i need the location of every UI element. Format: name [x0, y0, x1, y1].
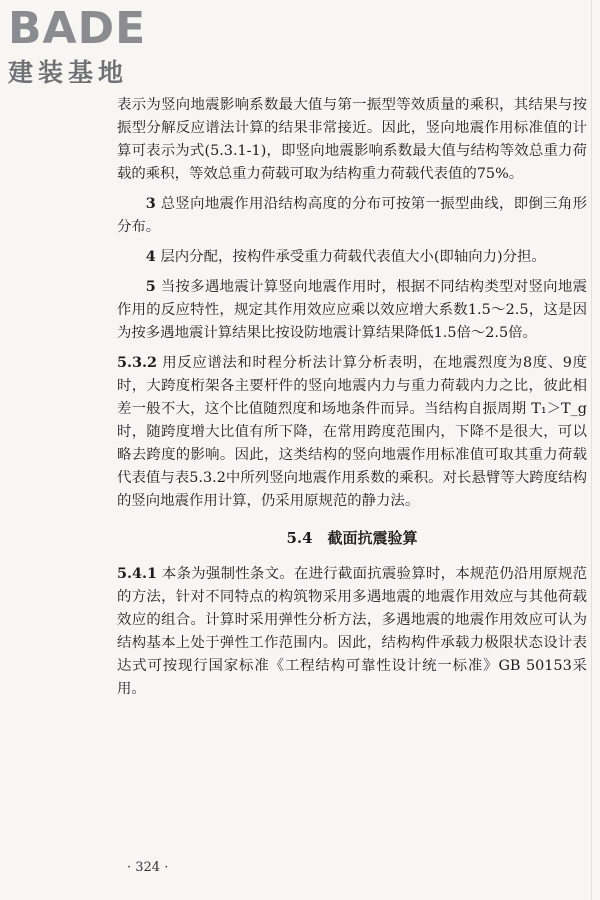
paragraph-item-3: [117, 192, 587, 239]
clause-5-4-1: [117, 562, 587, 701]
item-number: 5: [145, 278, 156, 295]
section-heading: 5.4 截面抗震验算: [286, 529, 418, 547]
paragraph-continuation: [117, 94, 587, 186]
logo-subtitle: 建装基地: [8, 58, 129, 87]
clause-number: 5.4.1: [117, 565, 158, 582]
clause-number: 5.3.2: [117, 354, 158, 371]
paragraph-text: 层内分配，按构件承受重力荷载代表值大小(即轴向力)分担。: [160, 249, 546, 265]
item-number: 4: [145, 248, 156, 265]
logo-word: BADE: [8, 3, 147, 54]
page-number: · 324 ·: [127, 860, 169, 875]
paragraph-text: 用反应谱法和时程分析法计算分析表明，在地震烈度为8度、9度时，大跨度桁架各主要杆件的竖向地震内力与重力荷载内力之比，彼此相差一般不大，这个比值随烈度和场地条件而异。当结构自振周期 T₁＞T_g 时，随跨度增大比值有所下降，在常用跨度范围内，下降不是很大，可以略去跨度的影响。因此，这类结构的竖向地震作用标准值可取其重力荷载代表值与表5.3.2中所列竖向地震作用系数的乘积。对长悬臂等大跨度结构的竖向地震作用计算，仍采用原规范的静力法。: [117, 355, 587, 509]
scan-edge: [591, 0, 592, 900]
clause-5-3-2: [117, 351, 587, 513]
document-body: [117, 94, 587, 707]
paragraph-text: 表示为竖向地震影响系数最大值与第一振型等效质量的乘积，其结果与按振型分解反应谱法计算的结果非常接近。因此，竖向地震作用标准值的计算可表示为式(5.3.1-1)，即竖向地震影响系数最大值与结构等效总重力荷载的乘积，等效总重力荷载可取为结构重力荷载代表值的75%。: [117, 97, 587, 182]
paragraph-text: 当按多遇地震计算竖向地震作用时，根据不同结构类型对竖向地震作用的反应特性，规定其作用效应应乘以效应增大系数1.5～2.5，这是因为按多遇地震计算结果比按设防地震计算结果降低1.5倍～2.5倍。: [117, 279, 587, 341]
paragraph-text: 本条为强制性条文。在进行截面抗震验算时，本规范仍沿用原规范的方法，针对不同特点的构筑物采用多遇地震的地震作用效应与其他荷载效应的组合。计算时采用弹性分析方法，多遇地震的地震作用效应可认为结构基本上处于弹性工作范围内。因此，结构构件承载力极限状态设计表达式可按现行国家标准《工程结构可靠性设计统一标准》GB 50153采用。: [117, 566, 587, 697]
bade-logo: [8, 3, 178, 90]
paragraph-item-5: [117, 275, 587, 345]
item-number: 3: [145, 195, 156, 212]
paragraph-text: 总竖向地震作用沿结构高度的分布可按第一振型曲线，即倒三角形分布。: [117, 196, 587, 235]
paragraph-item-4: [117, 245, 587, 269]
